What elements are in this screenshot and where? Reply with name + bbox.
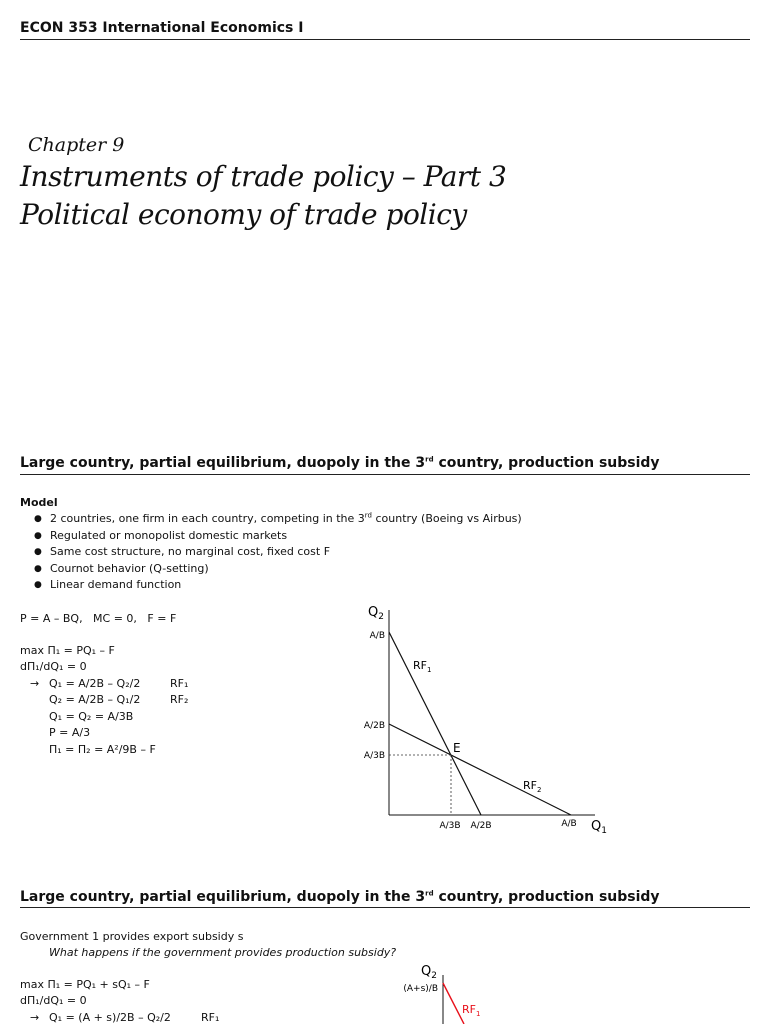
- subsidy-statement: Government 1 provides export subsidy s: [20, 930, 244, 943]
- section2-rule: [20, 907, 750, 908]
- subsidy-question: What happens if the government provides production subsidy?: [49, 946, 397, 959]
- eq-equilibrium-quantities: Q₁ = Q₂ = A/3B: [49, 710, 134, 723]
- eq-reaction-q2: Q₂ = A/2B – Q₁/2: [49, 693, 141, 706]
- y-tick-label: (A+s)/B: [403, 984, 438, 994]
- section1-heading: Large country, partial equilibrium, duopoly in the 3rd country, production subsidy: [20, 455, 660, 471]
- y-tick-label: A/2B: [363, 721, 385, 731]
- y-tick-label: A/3B: [363, 751, 385, 761]
- model-label: Model: [20, 496, 58, 509]
- eq-reaction-q1: Q₁ = A/2B – Q₂/2: [49, 677, 141, 690]
- x-axis-label: $Q_1$: [591, 819, 607, 836]
- reaction-function-graph: [355, 598, 615, 838]
- implies-arrow: →: [30, 1011, 40, 1024]
- section2-heading: Large country, partial equilibrium, duopoly in the 3rd country, production subsidy: [20, 889, 660, 905]
- rf2-curve-label: $RF_2$: [523, 779, 542, 794]
- section1-rule: [20, 474, 750, 475]
- model-bullet: ● Cournot behavior (Q-setting): [20, 561, 522, 578]
- y-axis-label: $Q_2$: [368, 605, 384, 622]
- chapter-label: Chapter 9: [28, 134, 125, 156]
- chapter-title-line2: Political economy of trade policy: [20, 198, 467, 231]
- x-tick-label: A/B: [561, 819, 577, 829]
- rf1-curve-label: $RF_1$: [413, 659, 432, 674]
- model-bullet: ● 2 countries, one firm in each country, competing in the 3rd country (Boeing vs Airbus): [20, 511, 522, 528]
- course-title: ECON 353 International Economics I: [20, 20, 304, 36]
- eq-demand-cost: P = A – BQ, MC = 0, F = F: [20, 612, 177, 625]
- implies-arrow: →: [30, 677, 40, 690]
- eq-foc: dΠ₁/dQ₁ = 0: [20, 660, 87, 673]
- subsidy-reaction-graph: [390, 955, 500, 1024]
- model-bullet-list: [20, 511, 522, 594]
- model-bullet: ● Regulated or monopolist domestic markets: [20, 528, 522, 545]
- eq-foc-subsidy: dΠ₁/dQ₁ = 0: [20, 994, 87, 1007]
- eq-equilibrium-profit: Π₁ = Π₂ = A²/9B – F: [49, 743, 156, 756]
- y-tick-label: A/B: [369, 631, 385, 641]
- eq-reaction-q1-subsidy: Q₁ = (A + s)/2B – Q₂/2: [49, 1011, 171, 1024]
- rf1-subsidy-curve-label: $RF_1$: [462, 1003, 481, 1018]
- y-axis-label: $Q_2$: [421, 964, 437, 981]
- x-tick-label: A/2B: [470, 821, 492, 831]
- header-rule: [20, 39, 750, 40]
- label-rf1: RF₁: [170, 677, 189, 690]
- rf1-subsidy-line: [443, 983, 464, 1024]
- eq-max-profit: max Π₁ = PQ₁ – F: [20, 644, 115, 657]
- label-rf2: RF₂: [170, 693, 189, 706]
- equilibrium-label: E: [453, 741, 461, 755]
- model-bullet: ● Same cost structure, no marginal cost, fixed cost F: [20, 544, 522, 561]
- label-rf1-subsidy: RF₁: [201, 1011, 220, 1024]
- eq-equilibrium-price: P = A/3: [49, 726, 91, 739]
- rf2-line: [389, 724, 571, 815]
- x-tick-label: A/3B: [439, 821, 461, 831]
- chapter-title-line1: Instruments of trade policy – Part 3: [20, 160, 507, 193]
- model-bullet: ● Linear demand function: [20, 577, 522, 594]
- rf1-line: [389, 632, 481, 815]
- eq-max-profit-subsidy: max Π₁ = PQ₁ + sQ₁ – F: [20, 978, 150, 991]
